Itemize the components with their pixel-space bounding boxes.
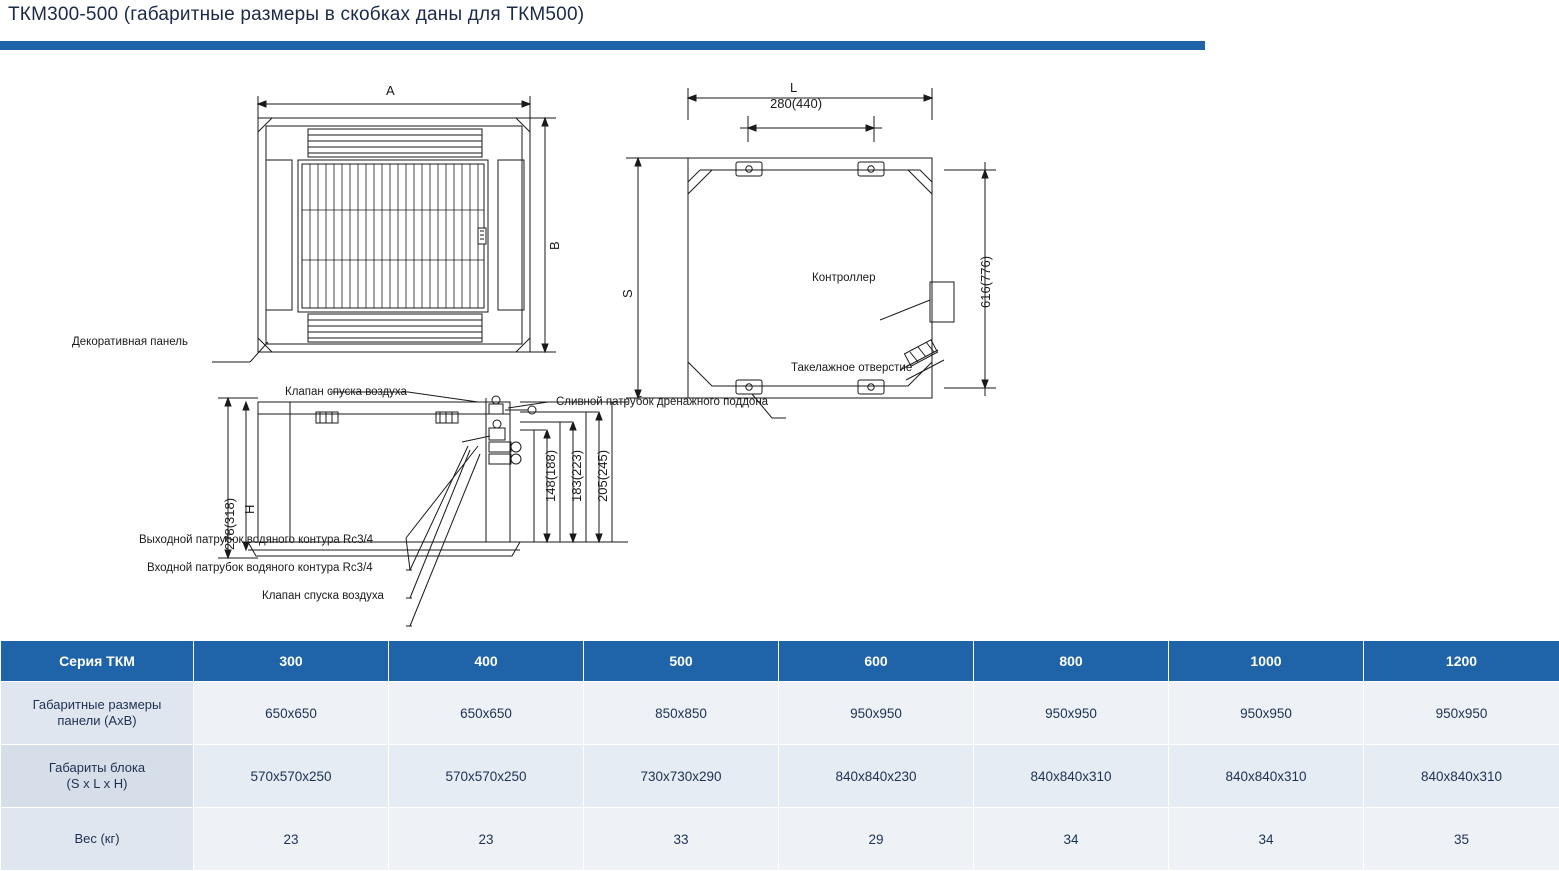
- table-header-cell: 800: [974, 641, 1169, 682]
- table-cell: 23: [389, 808, 584, 871]
- callout-rigging-hole: Такелажное отверстие: [791, 362, 912, 374]
- table-row: [1, 745, 1559, 808]
- table-cell: 840х840х310: [1364, 745, 1559, 808]
- callout-air-valve-top: Клапан спуска воздуха: [285, 386, 407, 398]
- table-cell: 650х650: [194, 682, 389, 745]
- table-header-row: [1, 641, 1559, 682]
- row-label-line1: Вес (кг): [1, 831, 193, 847]
- table-cell: 850х850: [584, 682, 779, 745]
- table-cell: 34: [974, 808, 1169, 871]
- table-cell: 950х950: [1364, 682, 1559, 745]
- table-header-cell: 400: [389, 641, 584, 682]
- table-cell: 33: [584, 808, 779, 871]
- table-cell: 570х570х250: [389, 745, 584, 808]
- specification-table: [0, 640, 1559, 871]
- table-header-cell: 1200: [1364, 641, 1559, 682]
- dim-a-label: A: [386, 83, 395, 98]
- row-label-line2: (S x L x H): [1, 776, 193, 792]
- table-cell: 950х950: [779, 682, 974, 745]
- table-header-cell: 500: [584, 641, 779, 682]
- table-cell: 840х840х310: [974, 745, 1169, 808]
- table-row: [1, 682, 1559, 745]
- dim-b-label: B: [547, 241, 562, 250]
- dim-h-label: H: [242, 505, 257, 514]
- table-header-cell: 300: [194, 641, 389, 682]
- table-header-cell: 1000: [1169, 641, 1364, 682]
- table-cell: 23: [194, 808, 389, 871]
- table-cell: 840х840х310: [1169, 745, 1364, 808]
- table-cell: 650х650: [389, 682, 584, 745]
- table-cell: 35: [1364, 808, 1559, 871]
- title-underline-bar: [0, 41, 1205, 50]
- table-header-cell: Серия ТКМ: [1, 641, 194, 682]
- callout-drain-pipe: Сливной патрубок дренажного поддона: [556, 396, 768, 408]
- table-header-cell: 600: [779, 641, 974, 682]
- table-cell: 840х840х230: [779, 745, 974, 808]
- row-label: [1, 808, 194, 871]
- callout-controller: Контроллер: [812, 272, 875, 284]
- table-cell: 730х730х290: [584, 745, 779, 808]
- page-title: ТКМ300-500 (габаритные размеры в скобках даны для ТКМ500): [8, 4, 584, 26]
- technical-drawings: [0, 50, 1559, 628]
- table-row: [1, 808, 1559, 871]
- dim-148-label: 148(188): [543, 450, 558, 502]
- dim-183-label: 183(223): [569, 450, 584, 502]
- dim-616-label: 616(776): [978, 256, 993, 308]
- row-label: [1, 682, 194, 745]
- row-label-line1: Габаритные размеры: [1, 697, 193, 713]
- table-cell: 34: [1169, 808, 1364, 871]
- row-label-line2: панели (АхВ): [1, 713, 193, 729]
- callout-decorative-panel: Декоративная панель: [72, 336, 188, 348]
- dim-205-label: 205(245): [595, 450, 610, 502]
- dim-s-label: S: [620, 289, 635, 298]
- table-cell: 950х950: [1169, 682, 1364, 745]
- table-cell: 950х950: [974, 682, 1169, 745]
- row-label-line1: Габариты блока: [1, 760, 193, 776]
- dim-278-label: 278(318): [222, 498, 237, 550]
- dim-l-label: L: [790, 80, 797, 95]
- row-label: [1, 745, 194, 808]
- callout-water-inlet: Входной патрубок водяного контура Rc3/4: [147, 562, 373, 574]
- table-cell: 29: [779, 808, 974, 871]
- callout-water-outlet: Выходной патрубок водяного контура Rc3/4: [139, 534, 373, 546]
- table-cell: 570х570х250: [194, 745, 389, 808]
- callout-air-valve-bottom: Клапан спуска воздуха: [262, 590, 384, 602]
- dim-280-label: 280(440): [770, 96, 822, 111]
